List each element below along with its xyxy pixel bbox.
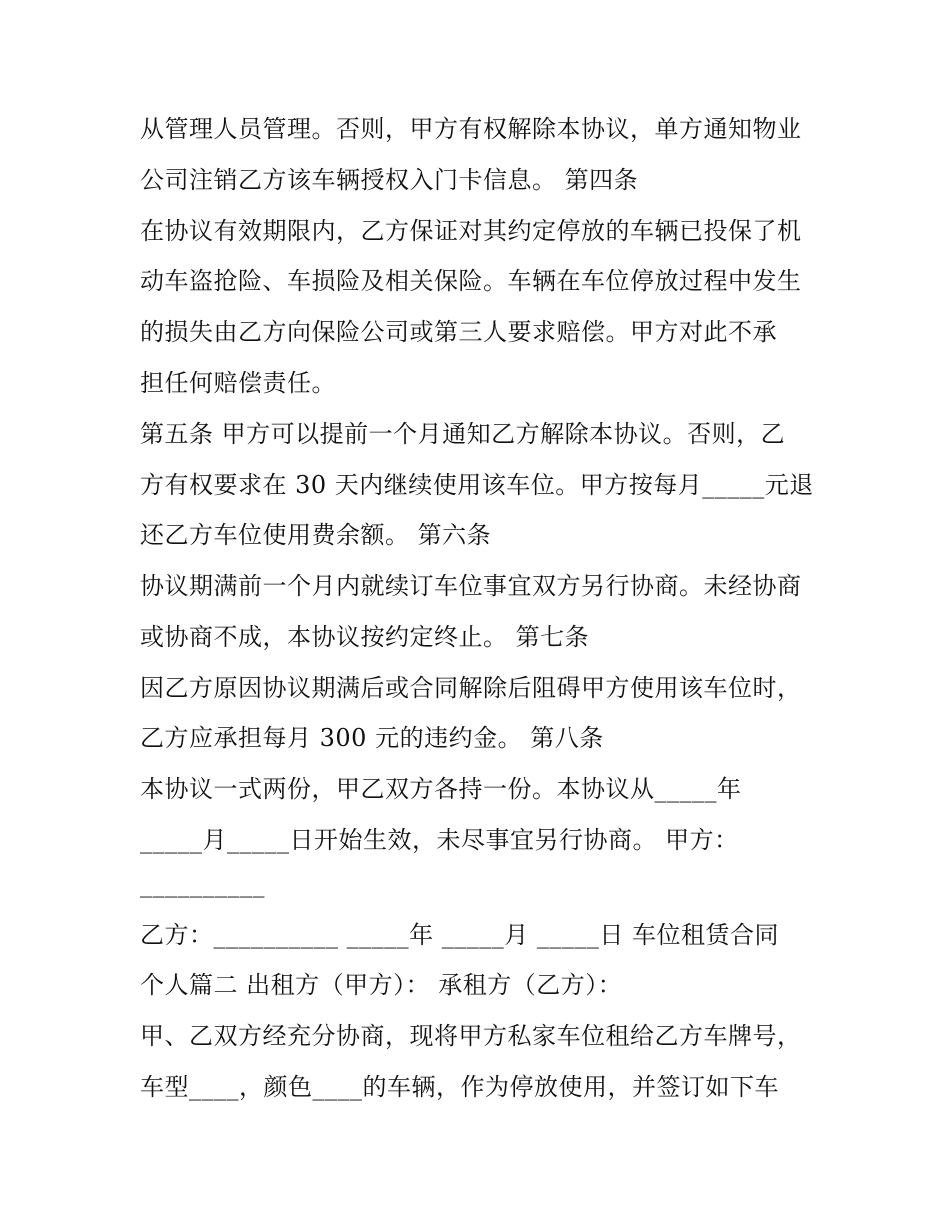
text-line: 第五条 甲方可以提前一个月通知乙方解除本协议。否则，乙 — [140, 420, 786, 448]
text-line: 或协商不成，本协议按约定终止。 第七条 — [140, 623, 590, 651]
text-line: 从管理人员管理。否则，甲方有权解除本协议，单方通知物业 — [140, 115, 802, 143]
text-line: 方有权要求在 30 天内继续使用该车位。甲方按每月_____元退 — [140, 471, 814, 499]
text-line: 车型____，颜色____的车辆，作为停放使用，并签订如下车 — [140, 1073, 779, 1101]
text-line: __________ — [140, 870, 265, 898]
text-line: 还乙方车位使用费余额。 第六条 — [140, 521, 492, 549]
text-line: 个人篇二 出租方（甲方）： 承租方（乙方）： — [140, 971, 623, 999]
text-line: 在协议有效期限内，乙方保证对其约定停放的车辆已投保了机 — [140, 217, 802, 245]
text-line: 本协议一式两份，甲乙双方各持一份。本协议从_____年 — [140, 775, 742, 803]
text-line: 担任何赔偿责任。 — [140, 369, 336, 397]
text-line: 乙方应承担每月 300 元的违约金。 第八条 — [140, 724, 604, 752]
text-line: _____月_____日开始生效，未尽事宜另行协商。 甲方： — [140, 826, 739, 854]
text-line: 甲、乙双方经充分协商，现将甲方私家车位租给乙方车牌号， — [140, 1022, 802, 1050]
text-line: 因乙方原因协议期满后或合同解除后阻碍甲方使用该车位时， — [140, 674, 802, 702]
text-line: 乙方：__________ _____年 _____月 _____日 车位租赁合同 — [140, 921, 780, 949]
text-line: 动车盗抢险、车损险及相关保险。车辆在车位停放过程中发生 — [140, 267, 802, 295]
text-line: 协议期满前一个月内就续订车位事宜双方另行协商。未经协商 — [140, 572, 802, 600]
text-line: 公司注销乙方该车辆授权入门卡信息。 第四条 — [140, 166, 639, 194]
text-line: 的损失由乙方向保险公司或第三人要求赔偿。甲方对此不承 — [140, 318, 777, 346]
